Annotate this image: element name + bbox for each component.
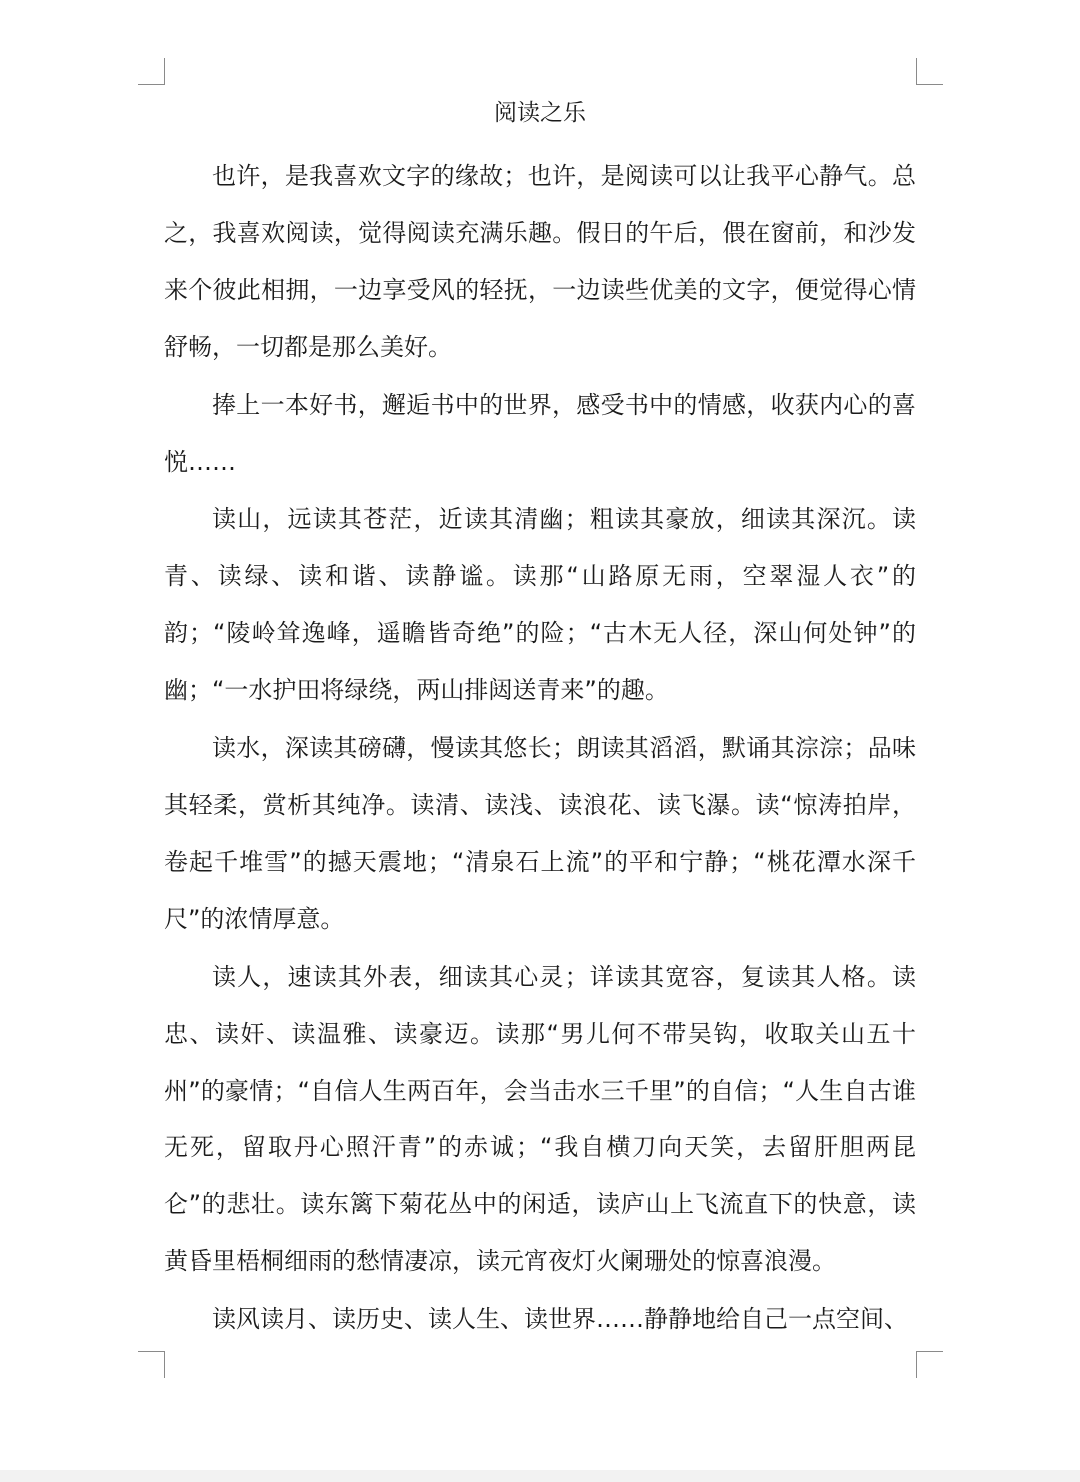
- paragraph-5: 读人，速读其外表，细读其心灵；详读其宽容，复读其人格。读忠、读奸、读温雅、读豪迈。读那“男儿何不带吴钩，收取关山五十州”的豪情；“自信人生两百年，会当击水三千里”的自信；“人生自古谁无死，留取丹心照汗青”的赤诚；“我自横刀向天笑，去留肝胆两昆仑”的悲壮。读东篱下菊花丛中的闲适，读庐山上飞流直下的快意，读黄昏里梧桐细雨的愁情凄凉，读元宵夜灯火阑珊处的惊喜浪漫。: [164, 962, 916, 1276]
- page-corner-mark-bottom-right: [916, 1351, 943, 1378]
- page-bottom-strip: [0, 1470, 1080, 1482]
- document-title: 阅读之乐: [494, 100, 586, 126]
- paragraph-6: 读风读月、读历史、读人生、读世界……静静地给自己一点空间、: [212, 1305, 908, 1334]
- paragraph-3: 读山，远读其苍茫，近读其清幽；粗读其豪放，细读其深沉。读青、读绿、读和谐、读静谧。读那“山路原无雨，空翠湿人衣”的韵；“陵岭耸逸峰，遥瞻皆奇绝”的险；“古木无人径，深山何处钟”的幽；“一水护田将绿绕，两山排闼送青来”的趣。: [164, 505, 916, 705]
- page-corner-mark-bottom-left: [138, 1351, 165, 1378]
- document-page: [164, 94, 916, 1349]
- paragraph-4: 读水，深读其磅礴，慢读其悠长；朗读其滔滔，默诵其淙淙；品味其轻柔，赏析其纯净。读清、读浅、读浪花、读飞瀑。读“惊涛拍岸，卷起千堆雪”的撼天震地；“清泉石上流”的平和宁静；“桃花潭水深千尺”的浓情厚意。: [164, 734, 916, 933]
- page-corner-mark-top-right: [916, 58, 943, 85]
- paragraph-2: 捧上一本好书，邂逅书中的世界，感受书中的情感，收获内心的喜悦……: [164, 390, 916, 476]
- paragraph-1: 也许，是我喜欢文字的缘故；也许，是阅读可以让我平心静气。总之，我喜欢阅读，觉得阅读充满乐趣。假日的午后，偎在窗前，和沙发来个彼此相拥，一边享受风的轻抚，一边读些优美的文字，便觉得心情舒畅，一切都是那么美好。: [164, 162, 916, 361]
- page-corner-mark-top-left: [138, 58, 165, 85]
